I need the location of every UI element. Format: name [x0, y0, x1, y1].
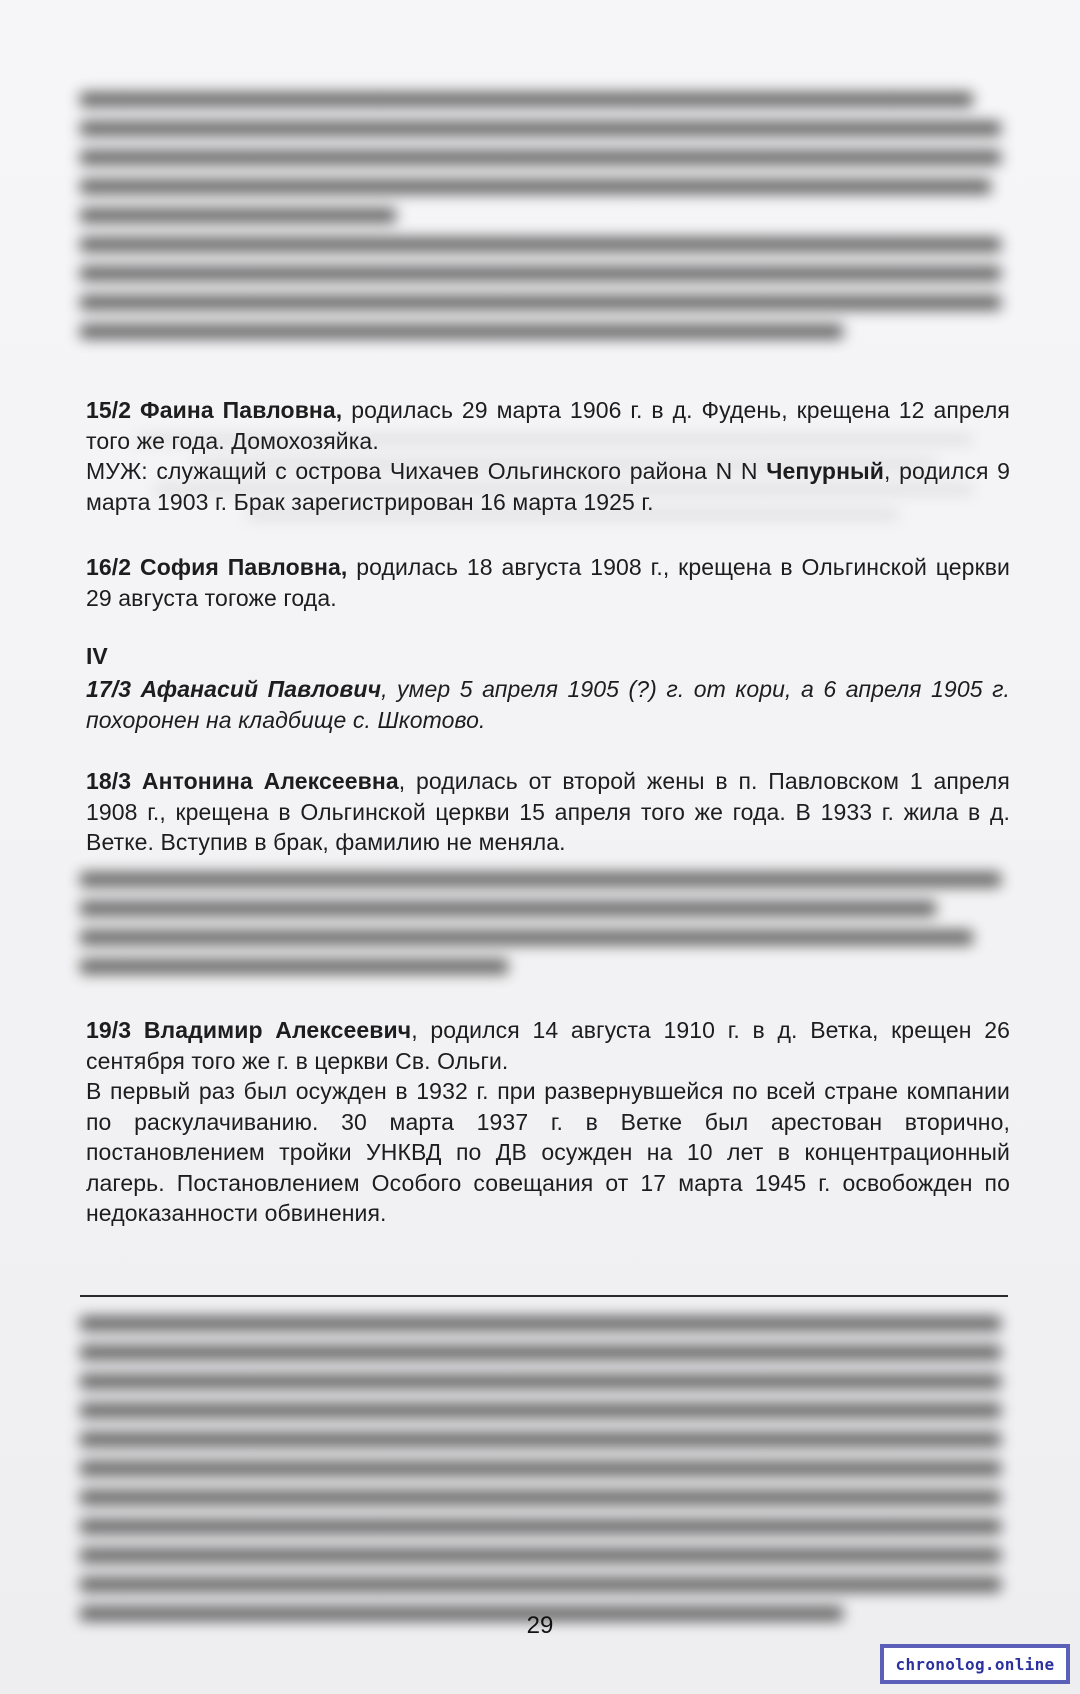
blurred-text-top — [80, 78, 1010, 339]
blurred-text-middle — [80, 858, 1010, 974]
generation-heading: IV — [86, 643, 108, 669]
entry-16-2: 16/2 София Павловна, родилась 18 августа 1908 г., крещена в Ольгинской церкви 29 августа тогоже года. — [86, 554, 1010, 611]
entry-19-3-birth: 19/3 Владимир Алексеевич, родился 14 августа 1910 г. в д. Ветка, крещен 26 сентября того же г. в церкви Св. Ольги. — [86, 1017, 1010, 1074]
entry-16-2-name: 16/2 София Павловна, — [86, 554, 348, 580]
entry-15-2-name: 15/2 Фаина Павловна, — [86, 397, 343, 423]
section-divider — [80, 1295, 1008, 1297]
entry-15-2-birth: 15/2 Фаина Павловна, родилась 29 марта 1906 г. в д. Фудень, крещена 12 апреля того же года. Домохозяйка. — [86, 397, 1010, 454]
entry-18-3-name: 18/3 Антонина Алексеевна — [86, 768, 399, 794]
entry-19-3-name: 19/3 Владимир Алексеевич — [86, 1017, 412, 1043]
blurred-text-bottom — [80, 1302, 1010, 1621]
watermark-text: chronolog.online — [884, 1648, 1066, 1680]
entry-17-3-name: 17/3 Афанасий Павлович — [86, 676, 382, 702]
entry-19-3 — [86, 1015, 1010, 1229]
entry-17-3: 17/3 Афанасий Павлович, умер 5 апреля 1905 (?) г. от кори, а 6 апреля 1905 г. похоронен на кладбище с. Шкотово. — [86, 676, 1010, 733]
entry-19-3-biography: В первый раз был осужден в 1932 г. при развернувшейся по всей стране компании по раскулачиванию. 30 марта 1937 г. в Ветке был арестован вторично, постановлением тройки УНКВД по ДВ осужден на 10 лет в концентрационный лагерь. Постановлением Особого совещания от 17 марта 1945 г. освобожден по недоказанности обвинения. — [86, 1078, 1010, 1226]
entry-15-2-husband: МУЖ: служащий с острова Чихачев Ольгинского района N N Чепурный, родился 9 марта 1903 г. Брак зарегистрирован 16 марта 1925 г. — [86, 458, 1010, 515]
entry-18-3: 18/3 Антонина Алексеевна, родилась от второй жены в п. Павловском 1 апреля 1908 г., крещена в Ольгинской церкви 15 апреля того же года. В 1933 г. жила в д. Ветке. Вступив в брак, фамилию не меняла. — [86, 768, 1010, 855]
watermark-badge — [880, 1644, 1070, 1684]
entry-15-2-husband-surname: Чепурный — [766, 458, 885, 484]
entry-15-2 — [86, 395, 1010, 517]
page-number: 29 — [526, 1612, 554, 1639]
